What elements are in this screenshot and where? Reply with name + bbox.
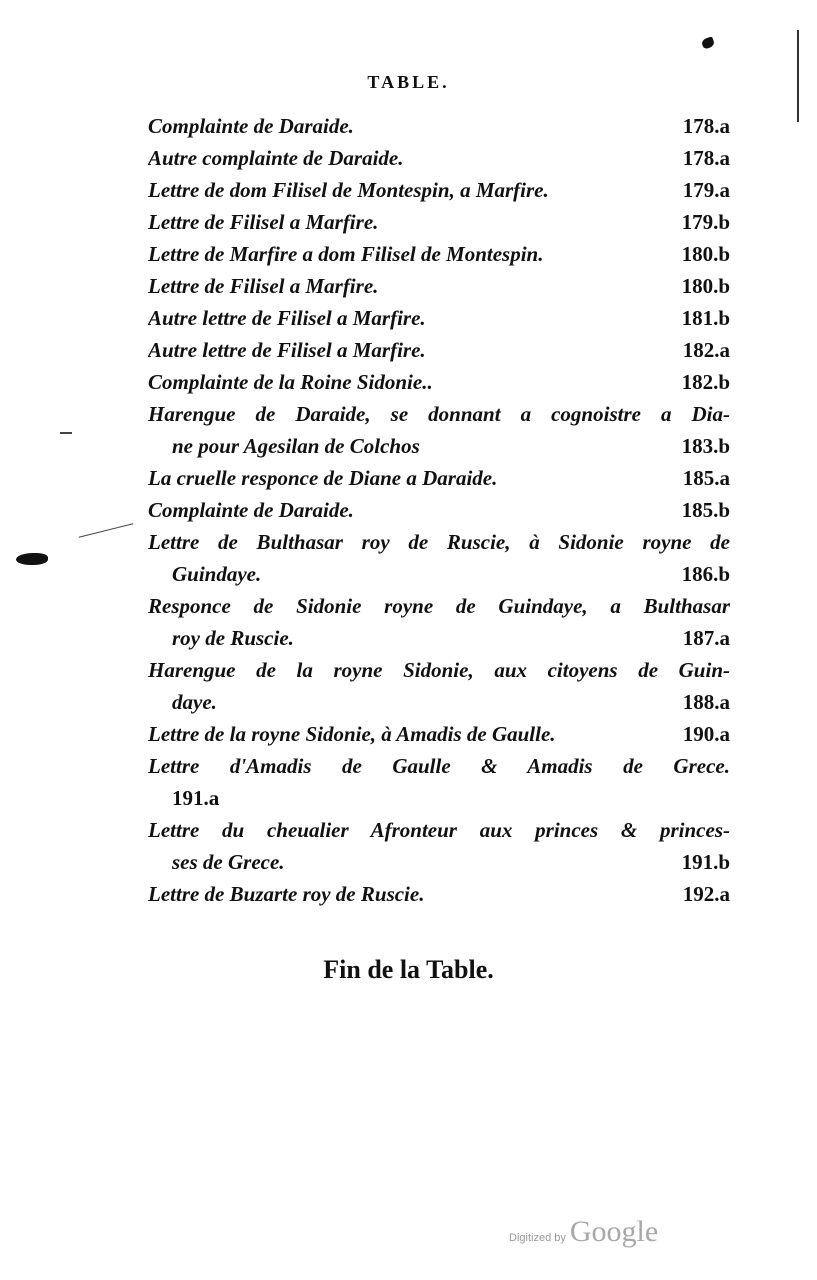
entry-title: Complainte de Daraide. xyxy=(148,498,354,522)
toc-entry xyxy=(148,206,730,238)
end-of-table-text: Fin de la Table. xyxy=(323,955,494,984)
entry-title-line1: Lettre d'Amadis de Gaulle & Amadis de Grece. xyxy=(148,754,730,778)
entry-title-line2: ses de Grece. xyxy=(172,850,285,874)
entry-page: 181.b xyxy=(681,306,730,330)
toc-entry xyxy=(148,494,730,526)
entry-title-line2: Guindaye. xyxy=(172,562,262,586)
entry-title: Complainte de la Roine Sidonie.. xyxy=(148,370,433,394)
toc-entry xyxy=(148,878,730,910)
toc-entry xyxy=(148,270,730,302)
digitized-by-google-watermark xyxy=(509,1215,658,1249)
toc-entry xyxy=(148,302,730,334)
ink-dot-left xyxy=(60,432,72,434)
entry-page: 185.b xyxy=(681,498,730,522)
toc-entry xyxy=(148,590,730,654)
watermark-prefix: Digitized by xyxy=(509,1232,566,1244)
toc-entry xyxy=(148,750,730,814)
entry-title: Lettre de dom Filisel de Montespin, a Marfire. xyxy=(148,178,549,202)
toc-entry xyxy=(148,238,730,270)
entry-page: 182.b xyxy=(681,370,730,394)
entry-title: Lettre de la royne Sidonie, à Amadis de Gaulle. xyxy=(148,722,556,746)
entry-title: Lettre de Buzarte roy de Ruscie. xyxy=(148,882,425,906)
entry-title-line1: Lettre de Bulthasar roy de Ruscie, à Sidonie royne de xyxy=(148,530,730,554)
google-logo: Google xyxy=(569,1215,659,1248)
entry-title-line1: Lettre du cheualier Afronteur aux princes & princes- xyxy=(148,818,730,842)
entry-page: 179.b xyxy=(681,210,730,234)
entry-page: 190.a xyxy=(682,722,730,746)
toc-entry xyxy=(148,110,730,142)
entry-title: Autre complainte de Daraide. xyxy=(148,146,404,170)
toc-entry xyxy=(148,814,730,878)
toc-entry xyxy=(148,366,730,398)
ink-mark-left xyxy=(16,553,48,565)
entry-title: La cruelle responce de Diane a Daraide. xyxy=(148,466,498,490)
entry-page: 183.b xyxy=(681,434,730,458)
entry-title: Lettre de Marfire a dom Filisel de Montespin. xyxy=(148,242,544,266)
toc-entry xyxy=(148,142,730,174)
ink-stroke-left xyxy=(79,523,134,538)
entry-page: 180.b xyxy=(681,242,730,266)
entry-title: Lettre de Filisel a Marfire. xyxy=(148,274,379,298)
toc-entry xyxy=(148,526,730,590)
entry-page: 192.a xyxy=(682,882,730,906)
entry-page: 178.a xyxy=(682,146,730,170)
entry-page: 178.a xyxy=(682,114,730,138)
entry-page: 180.b xyxy=(681,274,730,298)
ink-mark-top-right xyxy=(701,36,716,50)
toc-entry xyxy=(148,398,730,462)
entry-page: 185.a xyxy=(682,466,730,490)
entry-page: 179.a xyxy=(682,178,730,202)
entry-title: Complainte de Daraide. xyxy=(148,114,354,138)
entry-title-line2: ne pour Agesilan de Colchos xyxy=(172,434,420,458)
entry-page: 191.a xyxy=(172,786,220,810)
toc-entry xyxy=(148,174,730,206)
toc-entry xyxy=(148,718,730,750)
entry-page: 187.a xyxy=(682,626,730,650)
entry-title-line2: daye. xyxy=(172,690,217,714)
entry-title: Autre lettre de Filisel a Marfire. xyxy=(148,306,426,330)
entry-title: Autre lettre de Filisel a Marfire. xyxy=(148,338,426,362)
entry-page: 188.a xyxy=(682,690,730,714)
table-of-contents xyxy=(148,110,730,910)
entry-title-line1: Responce de Sidonie royne de Guindaye, a Bulthasar xyxy=(148,594,730,618)
toc-entry xyxy=(148,462,730,494)
page-title: TABLE. xyxy=(367,72,450,92)
entry-page: 191.b xyxy=(681,850,730,874)
entry-title-line1: Harengue de Daraide, se donnant a cognoistre a Dia- xyxy=(148,402,730,426)
entry-page: 186.b xyxy=(681,562,730,586)
toc-entry xyxy=(148,334,730,366)
entry-title-line2: roy de Ruscie. xyxy=(172,626,294,650)
entry-title: Lettre de Filisel a Marfire. xyxy=(148,210,379,234)
toc-entry xyxy=(148,654,730,718)
entry-page: 182.a xyxy=(682,338,730,362)
entry-title-line1: Harengue de la royne Sidonie, aux citoyens de Guin- xyxy=(148,658,730,682)
